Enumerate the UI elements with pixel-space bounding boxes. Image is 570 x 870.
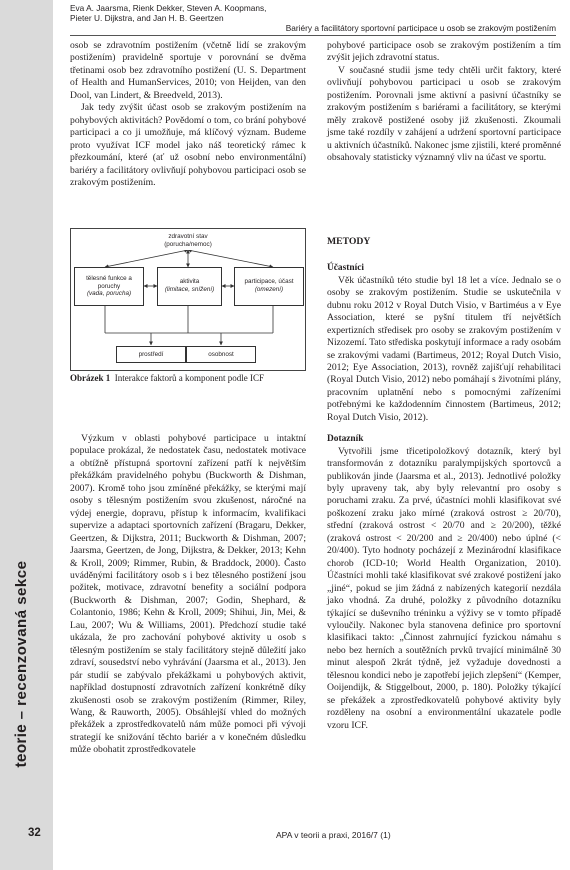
- right-column-top: [327, 40, 561, 165]
- left-column-bottom: [70, 433, 306, 757]
- authors-line-1: Eva A. Jaarsma, Rienk Dekker, Steven A. Koopmans,: [70, 3, 267, 13]
- environment-label: prostředí: [138, 351, 164, 358]
- section-sub-label: recenzovaná sekce: [13, 560, 30, 706]
- header-rule: [70, 35, 556, 36]
- journal-footer: APA v teorii a praxi, 2016/7 (1): [276, 830, 391, 840]
- section-label: [13, 561, 31, 768]
- activity-label: aktivita: [179, 278, 200, 285]
- body-functions-box: [74, 267, 144, 306]
- paragraph: Věk účastníků této studie byl 18 let a více. Jednalo se o osoby se zrakovým postižením. Studie se uskutečnila v dubnu roku 2012 v Royal Dutch Visio, v Bartiméus a v Eye Association, které se pyšní titulem tří největších expertizních středisek pro osoby se zrakovým postižením v Nizozemí. Tato střediska poskytují informace a rady osobám se zrakovými vadami (Bartimeus, 2012; Royal Dutch Visio, 2012; Eye Association, 2013), rovněž zajišťují rehabilitaci (Royal Dutch Visio, 2012) nebo pomáhají s životními plány, pracovním uplatnění nebo s pomocnými zařízeními potřebnými ke každodenním činnostem (Bartimeus, 2012; Royal Dutch Visio, 2012).: [327, 274, 561, 423]
- activity-box: [157, 267, 222, 306]
- participation-sub: (omezení): [254, 285, 284, 293]
- page-number: 32: [28, 827, 41, 839]
- participants-heading: Účastníci: [327, 263, 364, 274]
- section-dash: –: [13, 705, 30, 725]
- personal-label: osobnost: [208, 351, 234, 358]
- health-condition-label: zdravotní stav: [168, 233, 208, 240]
- body-functions-sub: (vada, porucha): [86, 290, 132, 298]
- caption-text: Interakce faktorů a komponent podle ICF: [114, 373, 264, 383]
- health-condition-sub: (porucha/nemoc): [164, 240, 212, 248]
- paragraph: osob se zdravotním postižením (včetně lidí se zrakovým postižením) pravidelně sportuje v porovnání se dvěma třetinami osob bez zdravotního postižení (U. S. Department of Health and HumanServices, 2010; von Heijden, van den Dool, van Lindert, & Breedveld, 2013).: [70, 40, 306, 101]
- figure-caption: [70, 372, 264, 384]
- activity-sub: (limitace, snížení): [164, 285, 215, 293]
- personal-box: [186, 346, 256, 363]
- authors-line-2: Pieter U. Dijkstra, and Jan H. B. Geertzen: [70, 13, 224, 24]
- paragraph: Jak tedy zvýšit účast osob se zrakovým postižením na pohybových aktivitách? Povědomí o tom, co brání pohybové participaci a co ji umožňuje, má klíčový význam. Budeme proto využívat ICF model jako náš teoretický rámec k přezkoumání, které (ať už osobní nebo environmentální) bariéry a facilitátory ovlivňují pohybovou participaci osob se zrakovým postižením.: [70, 102, 306, 188]
- methods-heading: METODY: [327, 236, 371, 247]
- paragraph: pohybové participace osob se zrakovým postižením a tím zvýšit jejich zdravotní status.: [327, 40, 561, 64]
- paragraph: Vytvořili jsme třicetipoložkový dotazník, který byl transformován z dotazníku paralympijských sportovců a publikován jinde (Jaarsma et al., 2013). Jednotlivé položky byly upraveny tak, aby byly relevantní pro osoby s poruchami zraku. Za prvé, účastníci mohli klasifikovat své poškození zraku jako mírné (zraková ostrost ≥ 20/70), střední (zraková ostrost < 20/70 and ≥ 20/200), těžké (zraková ostrost < 20/200 and ≥ 20/400) nebo úplné (< 20/400). Tyto hodnoty pocházejí z Mezinárodní klasifikace chorob (ICD-10; World Health Organization, 2010). Účastníci mohli také klasifikovat své zrakové postižení jako „jiné“, pokud se jim žádná z nabízených kategorií nezdála jako vhodná. Za druhé, položky z původního dotazníku týkající se duševního tréninku a výživy se v tomto případě vyloučily. Nakonec byla stanovena definice pro sportovní klasifikaci takto: „Činnost zahrnující fyzickou námahu s nebo bez herních a soutěžních prvků trvající minimálně 30 minut alespoň 2krát týdně, jež vyžaduje dovednosti a tělesnou kondici nebo je zapotřebí jejich zlepšení“ (Kemper, Ooijendijk, & Stiggelbout, 2000, p. 180). Položky týkající se překážek a zprostředkovatelů pohybové aktivity byly rozděleny na osobní a environmentální ukazatele podle vzoru ICF.: [327, 445, 561, 731]
- environment-box: [116, 346, 186, 363]
- icf-figure: [70, 228, 306, 371]
- section-sidebar: [0, 0, 53, 870]
- running-title: Bariéry a facilitátory sportovní participace u osob se zrakovým postižením: [285, 23, 556, 33]
- caption-label: Obrázek 1: [70, 373, 111, 383]
- questionnaire-heading: Dotazník: [327, 434, 364, 445]
- section-main-label: teorie: [13, 724, 30, 768]
- participation-box: [234, 267, 304, 306]
- paragraph: Výzkum v oblasti pohybové participace u intaktní populace prokázal, že nedostatek času, nedostatek motivace a obtížně přístupná sportovní zařízení patří k největším překážkám pravidelného pohybu (Buckworth & Dishman, 2007). Kromě toho jsou zmíněné překážky, se kterými mají osoby s tělesným postižením svou zkušenost, náročné na výdej energie, dopravu, přístup k informacím, kvalifikaci supervize a adaptaci sportovních zařízení (Bragaru, Dekker, Geertzen, & Dijkstra, 2011; Buckworth & Dishman, 2007; Jaarsma, Geertzen, de Jong, Dijkstra, & Dekker, 2013; Kehn & Kroll, 2009; Rimmer, Rubin, & Braddock, 2000). Často uváděnými facilitátory osob s i bez tělesného postižení jsou požitek, motivace, zdravotní benefity a sociální podpora (Buckworth & Dishman, 2007; Godin, Shephard, & Colantonio, 1986; Kehn & Kroll, 2009; Shihui, Jin, Mei, & Lau, 2007; Wu & Williams, 2001). Předchozí studie také ukázala, že pro zachování pohybové aktivity u osob s tělesným postižením se staly facilitátory stejně důležití jako zdraví, sousedství nebo vyhrávání (Jaarsma et al., 2013). Jen pár studií se zabývalo překážkami u pohybových aktivit, například dostupností zdravotních zařízení konkrétně díky zkušenosti osob se zrakovým postižením (Rimmer, Riley, Wang, & Rauworth, 2005). Obsáhlejší vhled do možných překážek a zprostředkovatelů nám může pomoci při vývoji strategií ke snižování těchto bariér a v konečném důsledku může obohatit zprostředkovatele: [70, 433, 306, 756]
- paragraph: V současné studii jsme tedy chtěli určit faktory, které ovlivňují pohybovou participaci u osob se zrakovým postižením. Porovnali jsme aktivní a pasivní účastníky se zrakovým postižením s bariérami a facilitátory, se kterými měly zrakově postižené osoby již zkušenosti. Zkoumali jsme také rozdíly v zahájení a udržení sportovní participace u aktivních účastníků. Nakonec jsme zjistili, které proměnné obsahovaly statisticky významný vliv na účast ve sportu.: [327, 64, 561, 164]
- participation-label: participace, účast: [244, 278, 294, 285]
- running-head-authors: [70, 3, 266, 23]
- body-functions-label: tělesné funkce a poruchy: [86, 275, 132, 290]
- methods-section: [327, 236, 561, 732]
- health-condition-box: [145, 233, 231, 250]
- left-column-top: [70, 40, 306, 189]
